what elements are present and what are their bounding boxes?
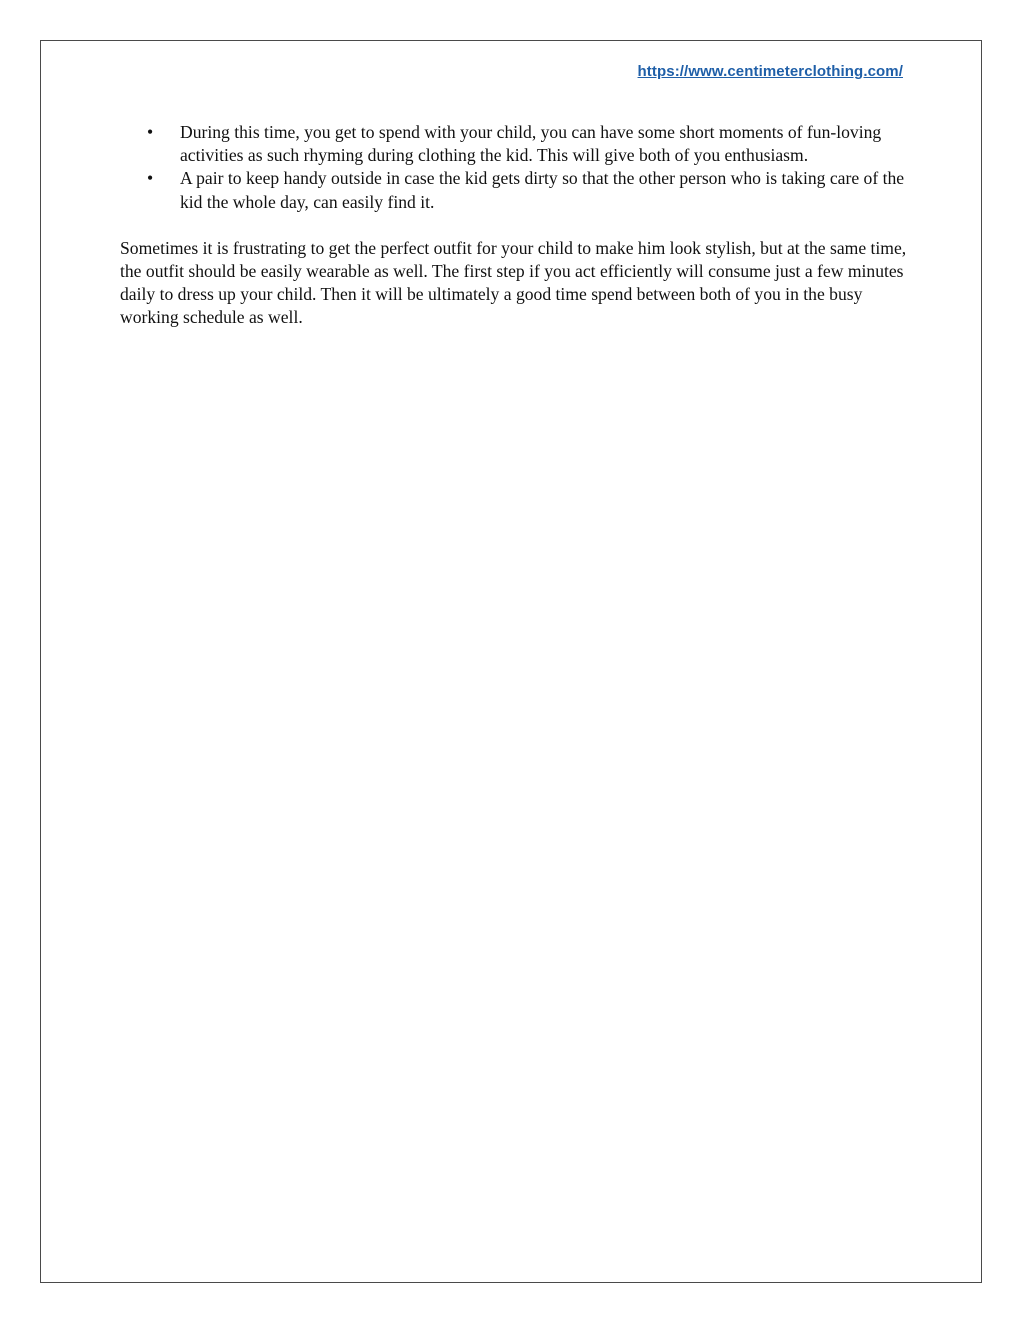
list-item-text: A pair to keep handy outside in case the kid gets dirty so that the other person who is taking care of the kid the whole day, can easily find it. <box>180 168 905 212</box>
bullet-icon: • <box>147 168 154 189</box>
bullet-list <box>120 121 910 214</box>
list-item-text: During this time, you get to spend with your child, you can have some short moments of fun-loving activities as such rhyming during clothing the kid. This will give both of you enthusiasm. <box>180 122 882 166</box>
document-page <box>40 40 982 1283</box>
list-item <box>120 167 910 213</box>
list-item <box>120 121 910 167</box>
body-paragraph: Sometimes it is frustrating to get the perfect outfit for your child to make him look stylish, but at the same time, the outfit should be easily wearable as well. The first step if you act efficiently will consume just a few minutes daily to dress up your child. Then it will be ultimately a good time spend between both of you in the busy working schedule as well. <box>120 237 907 328</box>
website-link[interactable]: https://www.centimeterclothing.com/ <box>637 63 903 80</box>
bullet-icon: • <box>147 122 154 142</box>
document-body <box>120 121 910 330</box>
